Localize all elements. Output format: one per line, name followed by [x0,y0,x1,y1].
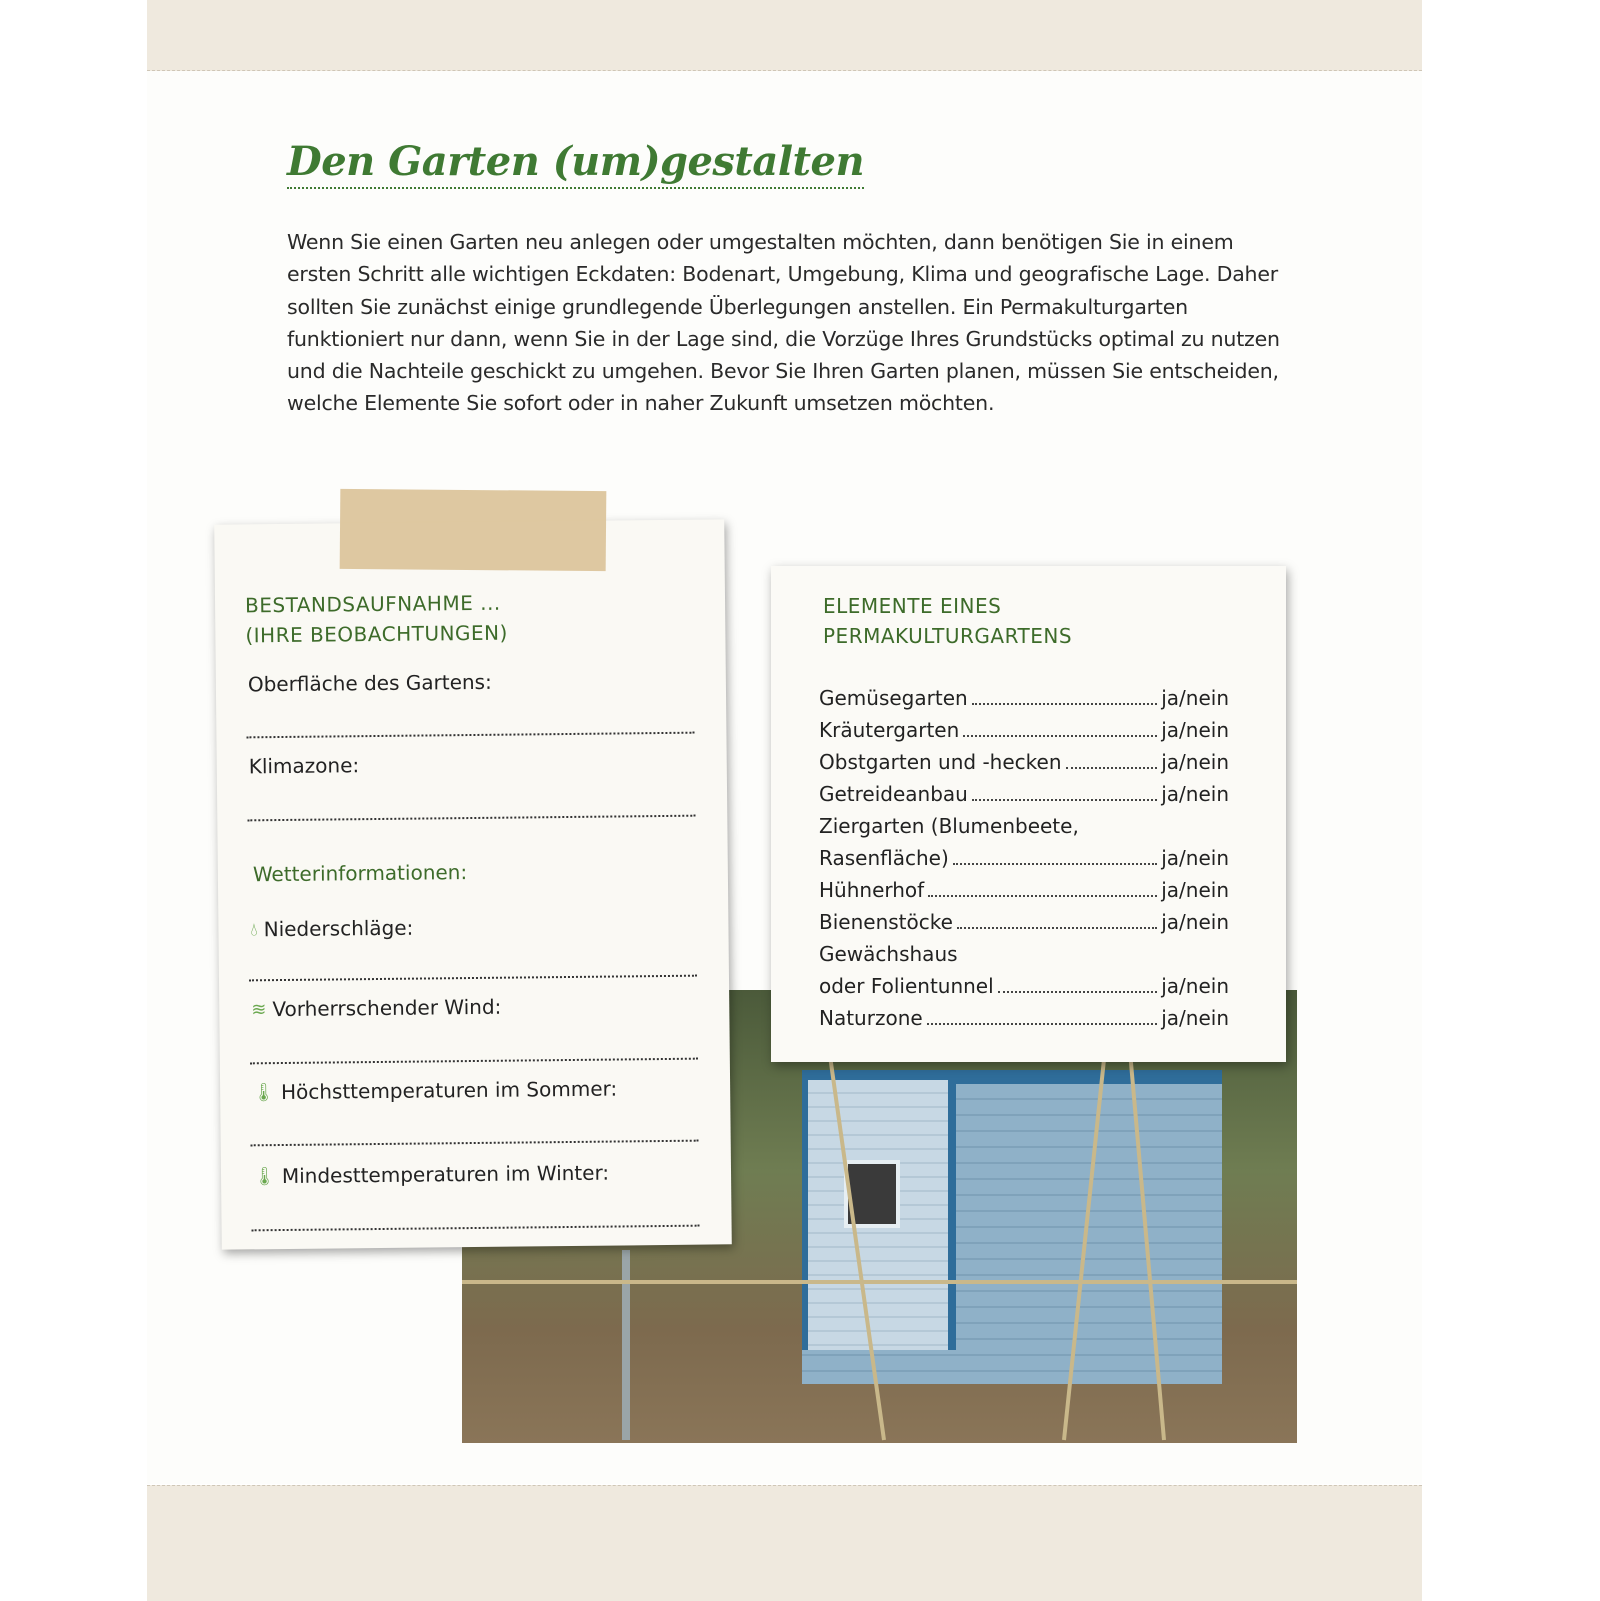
min-temp-label [253,1161,609,1189]
label-text: Oberfläche des Gartens: [247,669,492,697]
list-item: Getreideanbau ja/nein [819,778,1229,810]
surface-input-line[interactable] [246,732,694,739]
list-item: Rasenfläche) ja/nein [819,842,1229,874]
rain-label [250,916,413,942]
label-text: Vorherrschender Wind: [272,994,502,1022]
wind-icon: ≋ [251,998,267,1020]
yes-no-choice[interactable]: ja/nein [1161,974,1229,998]
yes-no-choice[interactable]: ja/nein [1161,718,1229,742]
min-temp-input-line[interactable] [252,1225,700,1232]
list-item: Ziergarten (Blumenbeete, [819,814,1079,838]
card-heading: BESTANDSAUFNAHME ... [244,590,501,618]
climate-input-line[interactable] [247,815,695,822]
fence-post [622,1250,630,1440]
yes-no-choice[interactable]: ja/nein [1161,846,1229,870]
intro-paragraph: Wenn Sie einen Garten neu anlegen oder umgestalten möchten, dann benötigen Sie in einem ersten Schritt alle wichtigen Eckdaten: Bodenart, Umgebung, Klima und geografische Lage. Daher sollten Sie zunächst einige grundlegende Überlegungen anstellen. Ein Permakulturgarten funktioniert nur dann, wenn Sie in der Lage sind, die Vorzüge Ihres Grundstücks optimal zu nutzen und die Nachteile geschickt zu umgehen. Bevor Sie Ihren Garten planen, müssen Sie entscheiden, welche Elemente Sie sofort oder in naher Zukunft umsetzen möchten. [287,230,1280,416]
weather-heading: Wetterinformationen: [252,860,468,887]
yes-no-choice[interactable]: ja/nein [1161,750,1229,774]
list-item: Hühnerhof ja/nein [819,874,1229,906]
list-item: Gewächshaus [819,942,958,966]
wind-input-line[interactable] [250,1058,698,1065]
yes-no-choice[interactable]: ja/nein [1161,910,1229,934]
wind-label [251,995,501,1022]
bottom-border-strip [147,1485,1422,1601]
yes-no-choice[interactable]: ja/nein [1161,686,1229,710]
yes-no-choice[interactable]: ja/nein [1161,782,1229,806]
list-item: oder Folientunnel ja/nein [819,970,1229,1002]
climate-label [249,753,360,778]
list-item: Kräutergarten ja/nein [819,714,1229,746]
rain-input-line[interactable] [249,975,697,982]
card-heading-sub: (IHRE BEOBACHTUNGEN) [245,620,508,648]
elements-card [771,566,1286,1062]
inventory-card [214,519,732,1249]
water-drop-icon: 💧︎ [250,918,258,940]
max-temp-input-line[interactable] [251,1140,699,1147]
masking-tape [340,489,607,571]
thermometer-icon: 🌡︎ [252,1165,277,1187]
list-item: Naturzone ja/nein [819,1002,1229,1034]
max-temp-label [252,1077,617,1105]
yes-no-choice[interactable]: ja/nein [1161,878,1229,902]
label-text: Mindesttemperaturen im Winter: [281,1160,610,1189]
fence-rail [462,1280,1297,1284]
page-title: Den Garten (um)gestalten [287,138,864,189]
card-heading-sub: PERMAKULTURGARTENS [823,624,1073,648]
surface-label [248,670,492,697]
elements-list [819,682,1229,1034]
label-text: Niederschläge: [263,915,414,942]
list-item: Gemüsegarten ja/nein [819,682,1229,714]
thermometer-icon: 🌡︎ [252,1081,276,1103]
shed-front [802,1080,956,1350]
yes-no-choice[interactable]: ja/nein [1161,1006,1229,1030]
label-text: Klimazone: [248,753,360,779]
label-text: Höchsttemperaturen im Sommer: [280,1076,618,1105]
top-border-strip [147,0,1422,71]
list-item: Obstgarten und -hecken ja/nein [819,746,1229,778]
list-item: Bienenstöcke ja/nein [819,906,1229,938]
card-heading: ELEMENTE EINES [823,594,1002,618]
